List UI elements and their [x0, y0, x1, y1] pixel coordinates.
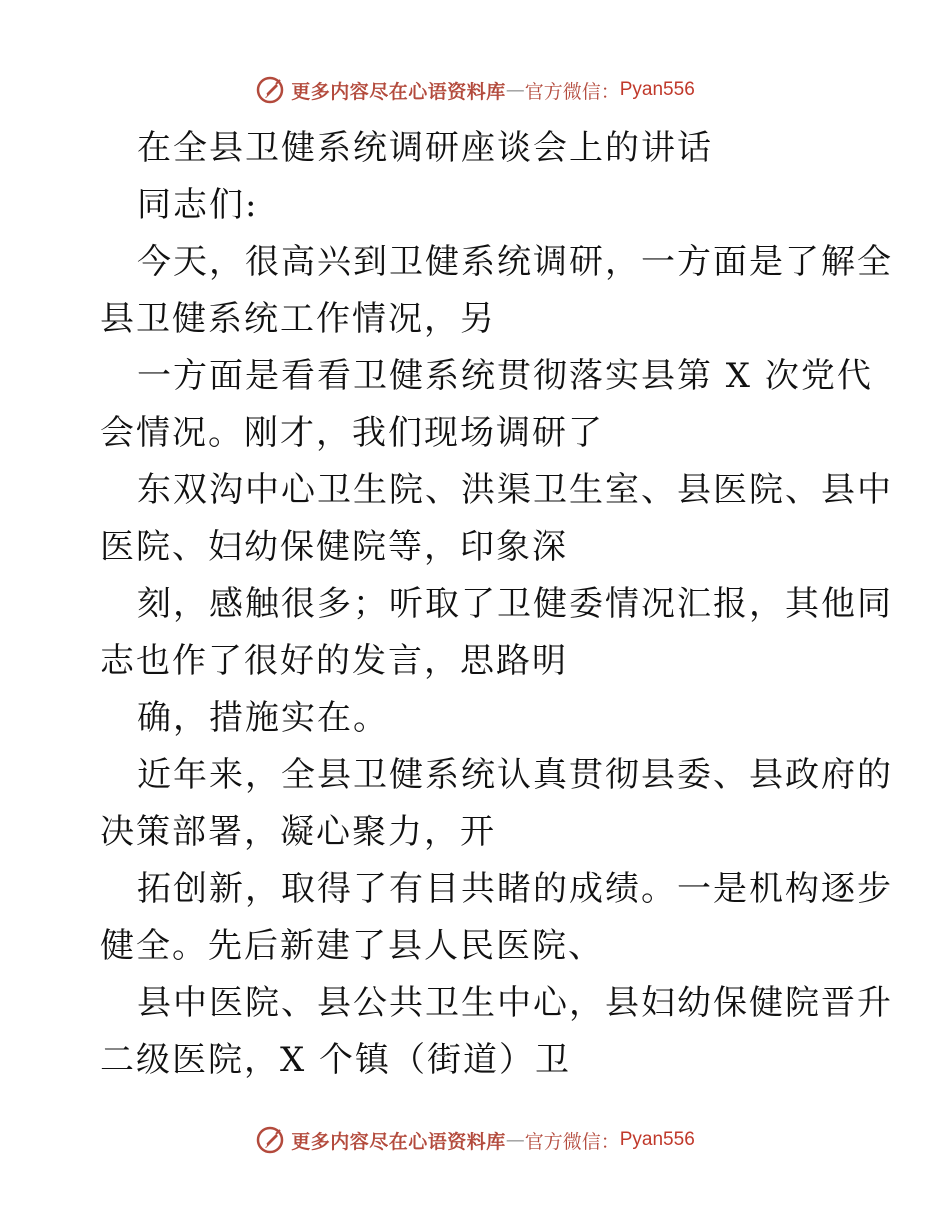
footer-watermark	[0, 1120, 950, 1160]
text-line: 志也作了很好的发言，思路明	[100, 641, 568, 681]
text-line: 近年来，全县卫健系统认真贯彻县委、县政府的	[137, 755, 893, 795]
text-line: 会情况。刚才，我们现场调研了	[100, 413, 604, 453]
document-title: 在全县卫健系统调研座谈会上的讲话	[137, 128, 713, 168]
watermark-wechat-id: Pyan556	[619, 1129, 695, 1150]
watermark-brand-text: 更多内容尽在心语资料库	[291, 80, 506, 103]
text-line: 确，措施实在。	[137, 698, 389, 738]
text-line: 县卫健系统工作情况，另	[100, 299, 496, 339]
header-watermark	[0, 70, 950, 110]
watermark-official-label: 官方微信：	[524, 80, 620, 103]
watermark-wechat-id: Pyan556	[619, 79, 695, 100]
text-line: 刻，感触很多；听取了卫健委情况汇报，其他同	[137, 584, 893, 624]
text-line: 决策部署，凝心聚力，开	[100, 812, 496, 852]
watermark-separator: —	[505, 1129, 525, 1151]
text-line: 东双沟中心卫生院、洪渠卫生室、县医院、县中	[137, 470, 893, 510]
text-line: 医院、妇幼保健院等，印象深	[100, 527, 568, 567]
text-line: 县中医院、县公共卫生中心，县妇幼保健院晋升	[137, 983, 893, 1023]
text-line: 健全。先后新建了县人民医院、	[100, 926, 604, 966]
quill-pen-logo-icon	[255, 1125, 285, 1155]
quill-pen-logo-icon	[255, 75, 285, 105]
text-line: 同志们:	[137, 185, 259, 225]
text-line: 二级医院，X 个镇（街道）卫	[100, 1040, 572, 1080]
text-line: 今天，很高兴到卫健系统调研，一方面是了解全	[137, 242, 893, 282]
watermark-brand-text: 更多内容尽在心语资料库	[291, 1130, 506, 1153]
text-line: 拓创新，取得了有目共睹的成绩。一是机构逐步	[137, 869, 893, 909]
text-line: 一方面是看看卫健系统贯彻落实县第 X 次党代	[137, 356, 873, 396]
watermark-separator: —	[505, 79, 525, 101]
document-body	[100, 120, 893, 1089]
watermark-official-label: 官方微信：	[524, 1130, 620, 1153]
